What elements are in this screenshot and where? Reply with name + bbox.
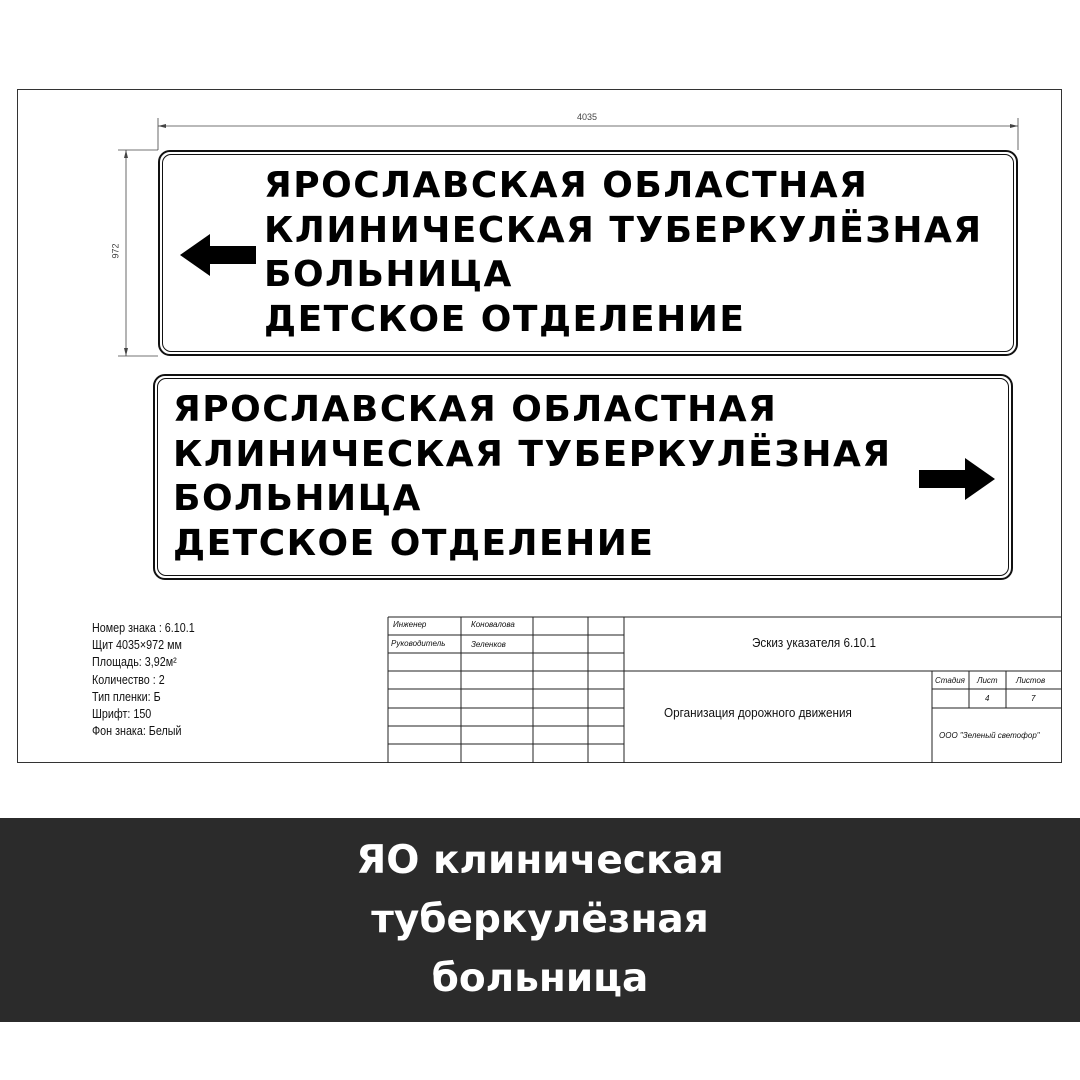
sign-line: ЯРОСЛАВСКАЯ ОБЛАСТНАЯ [173,389,778,430]
sign-line: БОЛЬНИЦА [264,254,513,295]
dimension-width-label: 4035 [577,112,598,122]
dimension-height-label: 972 [110,243,121,259]
manager-role: Руководитель [391,639,446,648]
banner-line: больница [431,956,649,1001]
engineer-role: Инженер [393,620,427,629]
sheet-value: 4 [985,694,990,703]
sheets-value: 7 [1031,694,1036,703]
company-name: ООО "Зеленый светофор" [939,731,1040,740]
sheet-label: Лист [977,676,998,685]
sign-line: БОЛЬНИЦА [173,478,422,519]
spec-line: Количество : 2 [92,672,165,687]
spec-line: Тип пленки: Б [92,689,161,704]
sheets-label: Листов [1016,676,1046,685]
caption-banner [0,818,1080,1022]
manager-name: Зеленков [471,640,506,649]
sign-line: ДЕТСКОЕ ОТДЕЛЕНИЕ [264,298,746,340]
stage-label: Стадия [935,676,965,685]
sign-line: КЛИНИЧЕСКАЯ ТУБЕРКУЛЁЗНАЯ [173,433,892,475]
banner-line: ЯО клиническая [356,838,724,883]
drawing-title: Эскиз указателя 6.10.1 [752,635,877,650]
spec-line: Шрифт: 150 [92,707,152,722]
engineer-name: Коновалова [471,620,515,629]
sign-line: КЛИНИЧЕСКАЯ ТУБЕРКУЛЁЗНАЯ [264,209,983,251]
sign-line: ДЕТСКОЕ ОТДЕЛЕНИЕ [173,522,655,564]
spec-line: Номер знака : 6.10.1 [92,621,195,635]
spec-line: Щит 4035×972 мм [92,638,182,653]
banner-line: туберкулёзная [371,897,709,942]
sign-line: ЯРОСЛАВСКАЯ ОБЛАСТНАЯ [264,165,869,206]
spec-line: Фон знака: Белый [92,724,182,739]
spec-line: Площадь: 3,92м² [92,655,177,670]
drawing-subtitle: Организация дорожного движения [664,705,852,720]
